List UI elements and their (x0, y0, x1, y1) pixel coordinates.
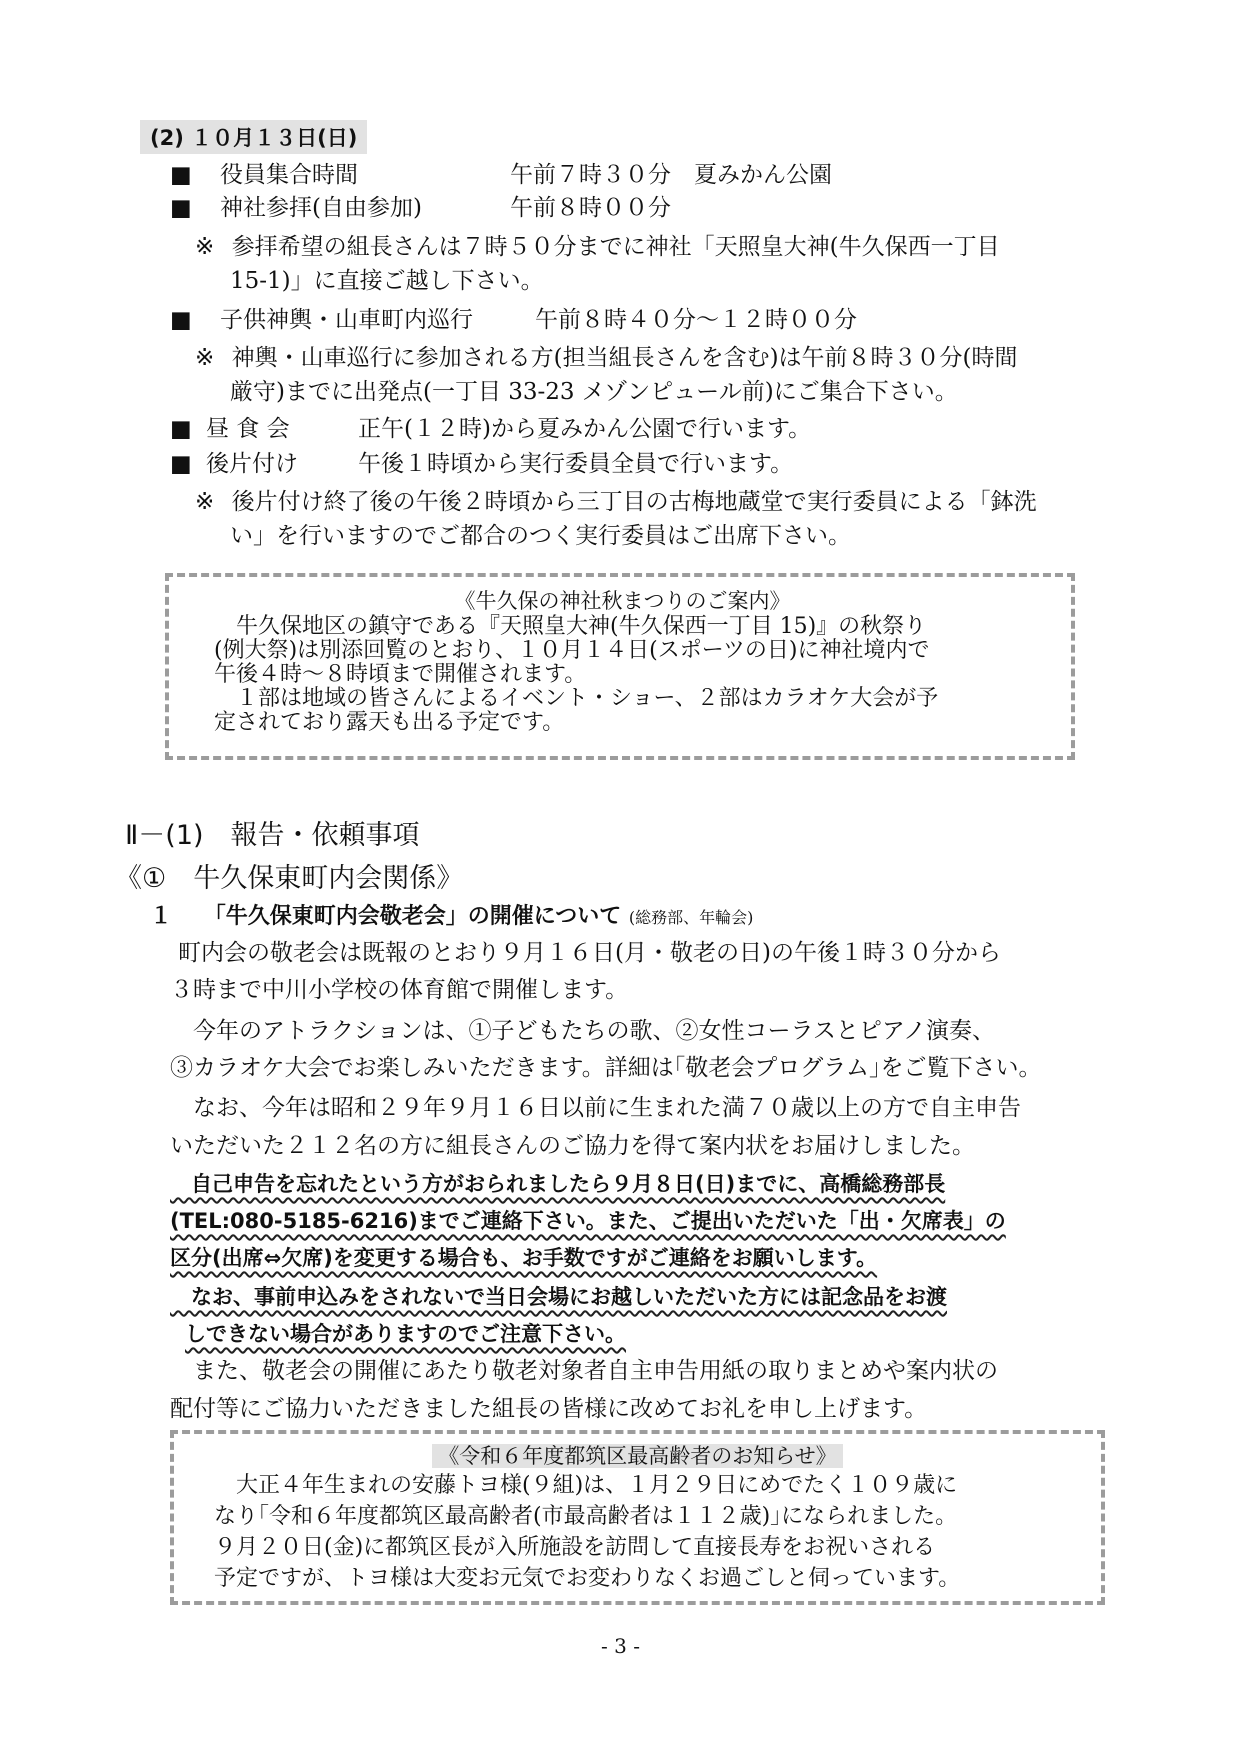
notice-line: 大正４年生まれの安藤トヨ様(９組)は、１月２９日にめでたく１０９歳に (214, 1473, 958, 1498)
page-number: - 3 - (601, 1634, 640, 1658)
notice-line: ９月２０日(金)に都筑区長が入所施設を訪問して直接長寿をお祝いされる (214, 1535, 936, 1560)
notice-line: 牛久保地区の鎮守である『天照皇大神(牛久保西一丁目 15)』の秋祭り (214, 614, 927, 639)
paragraph-line: また、敬老会の開催にあたり敬老対象者自主申告用紙の取りまとめや案内状の (170, 1358, 998, 1384)
paragraph-line: いただいた２１２名の方に組長さんのご協力を得て案内状をお届けしました。 (170, 1133, 975, 1159)
note-line: ※ 参拝希望の組長さんは７時５０分までに神社「天照皇大神(牛久保西一丁目 (195, 234, 1000, 260)
paragraph-line: ③カラオケ大会でお楽しみいただきます。詳細は｢敬老会プログラム｣をご覧下さい。 (170, 1055, 1042, 1081)
group-title: 《① 牛久保東町内会関係》 (115, 863, 464, 894)
important-line: 自己申告を忘れたという方がおられましたら９月８日(日)までに、高橋総務部長 (170, 1172, 946, 1196)
notice-line: 定されており露天も出る予定です。 (214, 710, 565, 735)
notice-line: 午後４時～８時頃まで開催されます。 (214, 662, 587, 687)
paragraph-line: ３時まで中川小学校の体育館で開催します。 (170, 977, 629, 1003)
paragraph-line: 町内会の敬老会は既報のとおり９月１６日(月・敬老の日)の午後１時３０分から (155, 940, 1001, 966)
schedule-label: 昼 食 会 (206, 416, 290, 442)
schedule-label: 神社参拝(自由参加) (220, 195, 422, 221)
item-note: (総務部、年輪会) (628, 908, 754, 927)
notice-line: (例大祭)は別添回覧のとおり、１０月１４日(スポーツの日)に神社境内で (214, 638, 930, 663)
important-line: 区分(出席⇔欠席)を変更する場合も、お手数ですがご連絡をお願いします。 (170, 1246, 878, 1270)
notice-line: 予定ですが、トヨ様は大変お元気でお変わりなくお過ごしと伺っています。 (214, 1566, 961, 1591)
schedule-time: 午前８時００分 (510, 195, 671, 221)
section-title: Ⅱ－(1) 報告・依頼事項 (125, 820, 420, 851)
schedule-time: 正午(１２時)から夏みかん公園で行います。 (358, 416, 812, 442)
item-number: １ (150, 904, 173, 929)
note-line-cont: 15-1)」に直接ご越し下さい。 (230, 268, 544, 294)
square-bullet-icon: ■ (170, 416, 192, 442)
shrine-festival-notice-box (165, 573, 1075, 760)
important-line: しできない場合がありますのでご注意下さい。 (185, 1322, 626, 1346)
schedule-label: 子供神輿・山車町内巡行 (220, 307, 473, 333)
note-line: ※ 神輿・山車巡行に参加される方(担当組長さんを含む)は午前８時３０分(時間 (195, 345, 1018, 371)
schedule-row (170, 193, 671, 224)
schedule-label: 後片付け (206, 451, 298, 477)
square-bullet-icon: ■ (170, 195, 192, 221)
paragraph-line: なお、今年は昭和２９年９月１６日以前に生まれた満７０歳以上の方で自主申告 (170, 1095, 1021, 1121)
note-mark: ※ (195, 489, 215, 515)
square-bullet-icon: ■ (170, 307, 192, 333)
note-mark: ※ (195, 345, 215, 371)
square-bullet-icon: ■ (170, 162, 192, 188)
important-line: なお、事前申込みをされないで当日会場にお越しいただいた方には記念品をお渡 (170, 1285, 947, 1309)
schedule-time: 午前８時４０分～１２時００分 (535, 307, 857, 333)
notice-line: １部は地域の皆さんによるイベント・ショー、２部はカラオケ大会が予 (214, 686, 939, 711)
oldest-resident-notice-box (170, 1430, 1105, 1605)
schedule-row (170, 160, 832, 191)
important-line: (TEL:080-5185-6216)までご連絡下さい。また、ご提出いただいた「出・欠席表」の (170, 1209, 1006, 1233)
schedule-row (170, 449, 794, 480)
section-heading-oct13: (2) １０月１３日(日) (140, 120, 367, 154)
square-bullet-icon: ■ (170, 451, 192, 477)
paragraph-line: 今年のアトラクションは、①子どもたちの歌、②女性コーラスとピアノ演奏、 (170, 1018, 996, 1044)
note-line-cont: い」を行いますのでご都合のつく実行委員はご出席下さい。 (230, 523, 851, 549)
notice-title: 《令和６年度都筑区最高齢者のお知らせ》 (432, 1444, 842, 1468)
schedule-row (170, 305, 857, 336)
item-heading (150, 899, 753, 930)
schedule-time: 午前７時３０分 夏みかん公園 (510, 162, 832, 188)
schedule-row (170, 414, 812, 445)
note-mark: ※ (195, 234, 215, 260)
note-line: ※ 後片付け終了後の午後２時頃から三丁目の古梅地蔵堂で実行委員による「鉢洗 (195, 489, 1037, 515)
notice-title: 《牛久保の神社秋まつりのご案内》 (454, 589, 791, 613)
schedule-time: 午後１時頃から実行委員全員で行います。 (358, 451, 794, 477)
notice-line: なり｢令和６年度都筑区最高齢者(市最高齢者は１１２歳)｣になられました。 (214, 1504, 958, 1529)
paragraph-line: 配付等にご協力いただきました組長の皆様に改めてお礼を申し上げます。 (170, 1396, 928, 1422)
note-line-cont: 厳守)までに出発点(一丁目 33-23 メゾンピュール前)にご集合下さい。 (230, 379, 958, 405)
schedule-label: 役員集合時間 (220, 162, 358, 188)
item-title: 「牛久保東町内会敬老会」の開催について (203, 904, 622, 929)
